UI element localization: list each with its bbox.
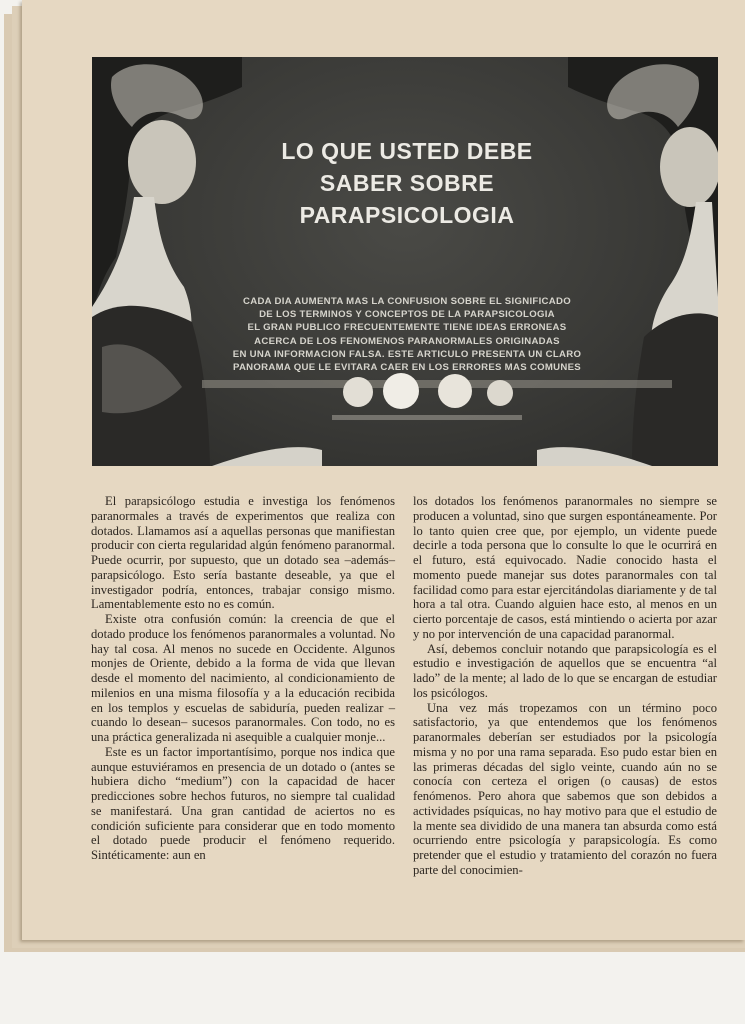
intro-line: CADA DIA AUMENTA MAS LA CONFUSION SOBRE EL SIGNIFICADO [243, 296, 571, 307]
intro-line: EN UNA INFORMACION FALSA. ESTE ARTICULO PRESENTA UN CLARO [232, 348, 582, 360]
paragraph: los dotados los fenómenos paranormales no siempre se producen a voluntad, sino que surgen espontáneamente. Por lo tanto quien cree que, por ejemplo, un vidente puede decirle a toda persona que lo consulte lo que le ocurrirá en el futuro, está equivocado. Nadie conocido hasta el momento puede manejar sus dotes paranormales con tal facilidad como para estar ejercitándolas diariamente y de tal hora a tal otra. Cuando alguien hace esto, al menos en un cierto porcentaje de casos, está mintiendo o acierta por azar y no por intervención de una capacidad paranormal. [413, 494, 717, 641]
headline-line: SABER SOBRE [319, 170, 495, 196]
paragraph: El parapsicólogo estudia e investiga los fenómenos paranormales a través de experimentos que realiza con dotados. Llamamos así a aquellas personas que manifiestan producir con cierta regularidad algún fenómeno paranormal. Puede ocurrir, por supuesto, que un dotado sea –además– parapsicólogo. Esto sería bastante deseable, ya que el investigador podría, entonces, trabajar consigo mismo. Lamentablemente esto no es común. [91, 494, 395, 612]
headline-line: LO QUE USTED DEBE [281, 138, 533, 164]
paragraph: Una vez más tropezamos con un término poco satisfactorio, ya que entendemos que los fenómenos paranormales deberían ser estudiados por la psicología misma y no por una rama separada. Eso pudo estar bien en las primeras décadas del siglo veinte, cuando aún no se conocía con certeza el origen (o causas) de estos fenómenos. Pero ahora que sabemos que son debidos a actividades psíquicas, no hay motivo para que el estudio de la mente sea dividido de una manera tan absurda como está ocurriendo entre psicología y parapsicología. Es como pretender que el estudio y tratamiento del corazón no fuera parte del conocimien- [413, 700, 717, 877]
intro-deck [212, 295, 602, 374]
intro-line: DE LOS TERMINOS Y CONCEPTOS DE LA PARAPSICOLOGIA [259, 309, 555, 321]
left-text-column [91, 494, 395, 863]
left-woman-figure [92, 57, 242, 466]
paragraph: Así, debemos concluir notando que parapsicología es el estudio e investigación de aquellos que se encuentra “al lado” de la mente; al lado de lo que se encargan de estudiar los psicólogos. [413, 641, 717, 700]
paragraph: Existe otra confusión común: la creencia de que el dotado produce los fenómenos paranormales a voluntad. No hay tal cosa. Al menos no sucede en Occidente. Algunos monjes de Oriente, debido a la forma de vida que llevan desde el momento del nacimiento, al condicionamiento de milenios en una misma filosofía y a la educación recibida en los templos y escuelas de sabiduría, pueden realizar –cuando lo desean– sucesos paranormales. Con todo, no es una práctica generalizada ni asequible a cualquier monje... [91, 612, 395, 744]
intro-line: EL GRAN PUBLICO FRECUENTEMENTE TIENE IDEAS ERRONEAS [247, 322, 567, 334]
paragraph: Este es un factor importantísimo, porque nos indica que aunque estuviéramos en presencia de un dotado o (antes se hubiera dicho “medium”) con la capacidad de hacer predicciones sobre hechos futuros, no siempre tal cualidad se manifestará. Una gran cantidad de aciertos no es condición suficiente para considerar que en todo momento el dotado puede producir el fenómeno requerido. Sintéticamente: aun en [91, 744, 395, 862]
table-with-crystal-balls [202, 373, 672, 466]
headline [242, 135, 572, 231]
right-text-column [413, 494, 717, 878]
headline-line: PARAPSICOLOGIA [299, 202, 515, 228]
header-illustration [92, 57, 718, 466]
mirrored-women-illustration [92, 57, 718, 466]
intro-line: ACERCA DE LOS FENOMENOS PARANORMALES ORIGINADAS [254, 335, 560, 347]
intro-line: PANORAMA QUE LE EVITARA CAER EN LOS ERRORES MAS COMUNES [232, 362, 582, 374]
right-woman-figure [568, 57, 718, 466]
